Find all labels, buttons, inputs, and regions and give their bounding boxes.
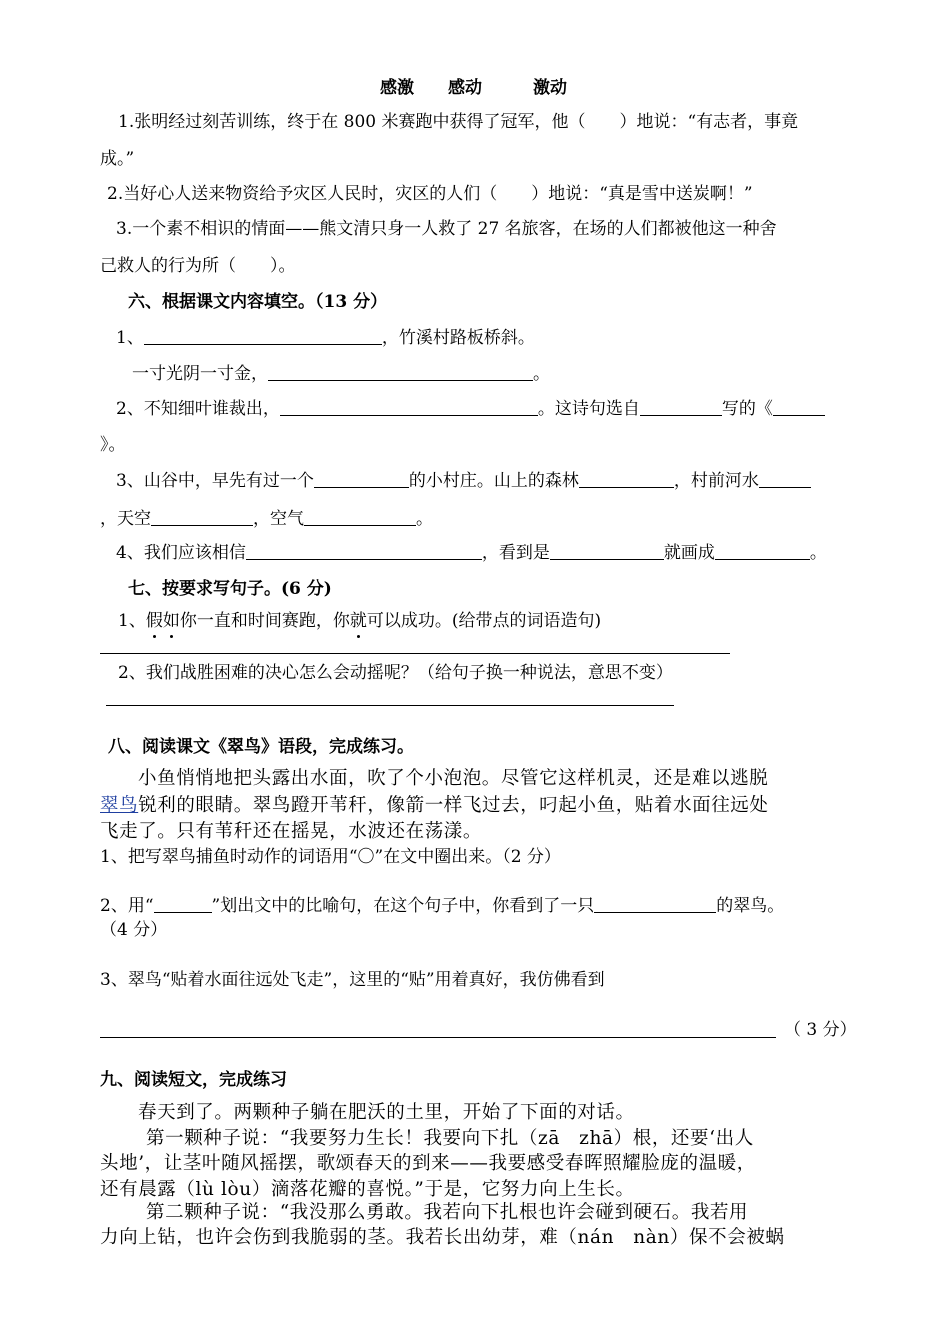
s9-line2: 第一颗种子说：“我要努力生长！我要向下扎（zā zhā）根，还要‘出人 — [146, 1128, 754, 1149]
s7-q1-end: 可以成功。(给带点的词语造句) — [366, 611, 602, 631]
kingfisher-link[interactable]: 翠鸟 — [100, 795, 139, 816]
s6-q3-mid2: ，村前河水 — [673, 471, 759, 491]
s6-q2-mid2: 写的《 — [721, 399, 773, 419]
s8-passage-line2-text: 锐利的眼睛。翠鸟蹬开苇秆，像箭一样飞过去，叼起小鱼，贴着水面往远处 — [138, 795, 769, 816]
s7-q1 — [118, 609, 601, 633]
s8-q2-end: 的翠鸟。 — [716, 896, 785, 916]
s8-q2-prefix: 2、用“ — [100, 896, 154, 916]
blank[interactable] — [640, 397, 722, 416]
s8-q3: 3、翠鸟“贴着水面往远处飞走”，这里的“贴”用着真好，我仿佛看到 — [100, 970, 605, 990]
s6-q4-end: 。 — [809, 543, 827, 563]
blank[interactable] — [304, 507, 416, 526]
s8-passage-line1: 小鱼悄悄地把头露出水面，吹了个小泡泡。尽管它这样机灵，还是难以逃脱 — [138, 768, 769, 789]
answer-line[interactable] — [100, 653, 730, 654]
s9-line3: 头地’，让茎叶随风摇摆，歌颂春天的到来——我要感受春晖照耀脸庞的温暖， — [100, 1153, 756, 1174]
s6-q3-prefix: 3、山谷中，早先有过一个 — [116, 471, 314, 491]
s6-q3-mid: 的小村庄。山上的森林 — [408, 471, 579, 491]
s8-q3-score: （ 3 分） — [784, 1020, 857, 1040]
dotted-char: 如 — [162, 611, 180, 631]
s9-line1: 春天到了。两颗种子躺在肥沃的土里，开始了下面的对话。 — [138, 1102, 635, 1123]
s6-q4-prefix: 4、我们应该相信 — [116, 543, 246, 563]
blank[interactable] — [154, 894, 212, 913]
s6-q2 — [116, 397, 825, 421]
s8-passage-line2 — [100, 794, 769, 818]
fill-word-q3-line2: 己救人的行为所（ ）。 — [100, 256, 296, 276]
blank[interactable] — [280, 397, 538, 416]
s6-q4-mid: ，看到是 — [481, 543, 550, 563]
s6-q4 — [116, 541, 827, 565]
s9-line6: 力向上钻，也许会伤到我脆弱的茎。我若长出幼芽，难（nán nàn）保不会被蜗 — [100, 1227, 785, 1248]
section6-title: 六、根据课文内容填空。（13 分） — [128, 292, 388, 312]
blank[interactable] — [773, 397, 825, 416]
blank[interactable] — [594, 894, 716, 913]
s6-q2-end: 》。 — [100, 435, 126, 455]
s9-line4: 还有晨露（lù lòu）滴落花瓣的喜悦。”于是，它努力向上生长。 — [100, 1179, 635, 1200]
fill-word-q1-line2: 成。” — [100, 149, 135, 169]
answer-line[interactable] — [100, 1037, 776, 1038]
s8-q2-mid: ”划出文中的比喻句，在这个句子中，你看到了一只 — [211, 896, 595, 916]
blank[interactable] — [550, 541, 664, 560]
s8-q2-score: （4 分） — [100, 920, 168, 940]
blank[interactable] — [759, 469, 811, 488]
blank[interactable] — [144, 326, 382, 345]
s8-passage-line3: 飞走了。只有苇秆还在摇晃，水波还在荡漾。 — [100, 821, 483, 842]
s7-q2: 2、我们战胜困难的决心怎么会动摇呢？（给句子换一种说法，意思不变） — [118, 663, 673, 683]
s6-q1a-suffix: ，竹溪村路板桥斜。 — [381, 328, 535, 348]
word-choices: 感激 感动 激动 — [380, 78, 567, 98]
blank[interactable] — [268, 362, 533, 381]
s6-q3b-mid: ，空气 — [253, 509, 304, 529]
fill-word-q2: 2.当好心人送来物资给予灾区人民时，灾区的人们（ ）地说：“真是雪中送炭啊！” — [107, 184, 753, 204]
s6-q3b-prefix: ，天空 — [100, 509, 151, 529]
s9-line5: 第二颗种子说：“我没那么勇敢。我若向下扎根也许会碰到硬石。我若用 — [146, 1202, 749, 1223]
blank[interactable] — [246, 541, 482, 560]
s6-q2-mid: 。这诗句选自 — [537, 399, 640, 419]
s6-q1a-prefix: 1、 — [116, 328, 144, 348]
s6-q1b-prefix: 一寸光阴一寸金， — [132, 364, 268, 384]
s6-q1b-suffix: 。 — [533, 364, 550, 384]
blank[interactable] — [715, 541, 810, 560]
s7-q1-number: 1、 — [118, 611, 146, 631]
s6-q1b — [132, 362, 550, 386]
answer-line[interactable] — [106, 705, 674, 706]
dotted-char: 假 — [145, 611, 163, 631]
blank[interactable] — [314, 469, 409, 488]
blank[interactable] — [151, 507, 253, 526]
s6-q3 — [116, 469, 811, 493]
s6-q4-mid2: 就画成 — [663, 543, 715, 563]
blank[interactable] — [579, 469, 674, 488]
s6-q1a — [116, 326, 535, 350]
s7-q1-mid: 你一直和时间赛跑，你 — [179, 611, 350, 631]
fill-word-q3-line1: 3.一个素不相识的情面——熊文清只身一人救了 27 名旅客，在场的人们都被他这一种舍 — [116, 219, 777, 239]
dotted-char: 就 — [349, 611, 367, 631]
s8-q2 — [100, 894, 784, 918]
s6-q3b-end: 。 — [416, 509, 433, 529]
section7-title: 七、按要求写句子。(6 分) — [128, 579, 332, 599]
s8-q1: 1、把写翠鸟捕鱼时动作的词语用“〇”在文中圈出来。（2 分） — [100, 847, 561, 867]
s6-q2-prefix: 2、不知细叶谁裁出， — [116, 399, 280, 419]
section8-title: 八、阅读课文《翠鸟》语段，完成练习。 — [108, 737, 414, 757]
section9-title: 九、阅读短文，完成练习 — [100, 1070, 287, 1090]
fill-word-q1-line1: 1.张明经过刻苦训练，终于在 800 米赛跑中获得了冠军，他（ ）地说：“有志者，事竟 — [118, 112, 799, 132]
s6-q3b — [100, 507, 433, 531]
